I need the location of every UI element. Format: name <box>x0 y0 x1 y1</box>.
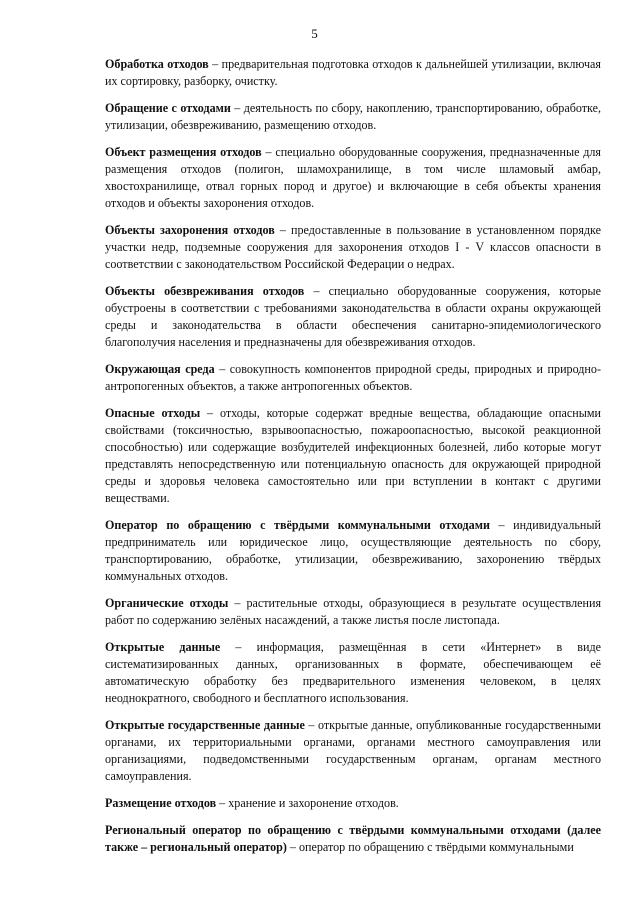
definition-text: – оператор по обращению с твёрдыми коммунальными <box>286 840 574 854</box>
definition-text: – предоставленные в пользование в установленном порядке участки недр, подземные сооружения для захоронения отходов I - V классов опасности в соответствии с законодательством Российской Федерации о недрах. <box>105 223 602 271</box>
definition-entry <box>105 822 601 856</box>
definition-term: Опасные отходы <box>105 406 201 420</box>
definition-entry <box>105 517 601 585</box>
definition-text: – специально оборудованные сооружения, предназначенные для размещения отходов (полигон, шламохранилище, в том числе шламовый амбар, хвостохранилище, отвал горных пород и другое) и включающие в себя объекты хранения отходов и объекты захоронения отходов. <box>105 145 601 210</box>
definition-term: Окружающая среда <box>105 362 215 376</box>
definition-entry <box>105 717 601 785</box>
definition-term: Обработка отходов <box>105 57 209 71</box>
definition-entry <box>105 795 601 812</box>
definition-entry <box>105 361 601 395</box>
definition-text: – деятельность по сбору, накоплению, транспортированию, обработке, утилизации, обезвреживанию, размещению отходов. <box>105 101 601 132</box>
definition-term: Размещение отходов <box>105 796 217 810</box>
definition-entry <box>105 222 601 273</box>
definition-entry <box>105 56 601 90</box>
definition-text: – информация, размещённая в сети «Интернет» в виде систематизированных данных, организованных в формате, обеспечивающем её автоматическую обработку без предварительного изменения человеком, в целях неоднократного, свободного и бесплатного использования. <box>105 640 601 705</box>
definition-term: Открытые государственные данные <box>105 718 305 732</box>
definition-term: Открытые данные <box>105 640 221 654</box>
definition-term: Объект размещения отходов <box>105 145 262 159</box>
definition-text: – хранение и захоронение отходов. <box>216 796 399 810</box>
definition-text: – открытые данные, опубликованные государственными органами, их территориальными органами, органами местного самоуправления или организациями, подведомственными государственным органам, органам местного самоуправления. <box>105 718 601 783</box>
definition-term: Обращение с отходами <box>105 101 231 115</box>
definition-entry <box>105 100 601 134</box>
definition-entry <box>105 595 601 629</box>
definition-entry <box>105 405 601 507</box>
definition-entry <box>105 283 601 351</box>
definition-term: Оператор по обращению с твёрдыми коммунальными отходами <box>105 518 490 532</box>
definition-term: Объекты обезвреживания отходов <box>105 284 305 298</box>
definition-text: – совокупность компонентов природной среды, природных и природно-антропогенных объектов, а также антропогенных объектов. <box>105 362 601 393</box>
definition-term: Объекты захоронения отходов <box>105 223 275 237</box>
definition-text: – растительные отходы, образующиеся в результате осуществления работ по содержанию зелёных насаждений, а также листья после листопада. <box>105 596 602 627</box>
definition-text: – специально оборудованные сооружения, которые обустроены в соответствии с требованиями законодательства в области охраны окружающей среды и законодательства в области обеспечения санитарно-эпидемиологического благополучия населения и предназначены для обезвреживания отходов. <box>105 284 602 349</box>
definition-text: – предварительная подготовка отходов к дальнейшей утилизации, включая их сортировку, разборку, очистку. <box>105 57 601 88</box>
definition-term: Органические отходы <box>105 596 229 610</box>
definition-text: – отходы, которые содержат вредные вещества, обладающие опасными свойствами (токсичностью, взрывоопасностью, пожароопасностью, высокой реакционной способностью) или содержащие возбудителей инфекционных болезней, либо которые могут представлять непосредственную или потенциальную опасность для окружающей природной среды и здоровья человека самостоятельно или при вступлении в контакт с другими веществами. <box>105 406 601 505</box>
definition-term: Региональный оператор по обращению с твёрдыми коммунальными отходами (далее также – региональный оператор) <box>105 823 601 854</box>
definition-text: – индивидуальный предприниматель или юридическое лицо, осуществляющие деятельность по сбору, транспортированию, обработке, утилизации, обезвреживанию, захоронению твёрдых коммунальных отходов. <box>105 518 601 583</box>
page-number: 5 <box>311 26 318 41</box>
definition-entry <box>105 144 601 212</box>
definition-entry <box>105 639 601 707</box>
